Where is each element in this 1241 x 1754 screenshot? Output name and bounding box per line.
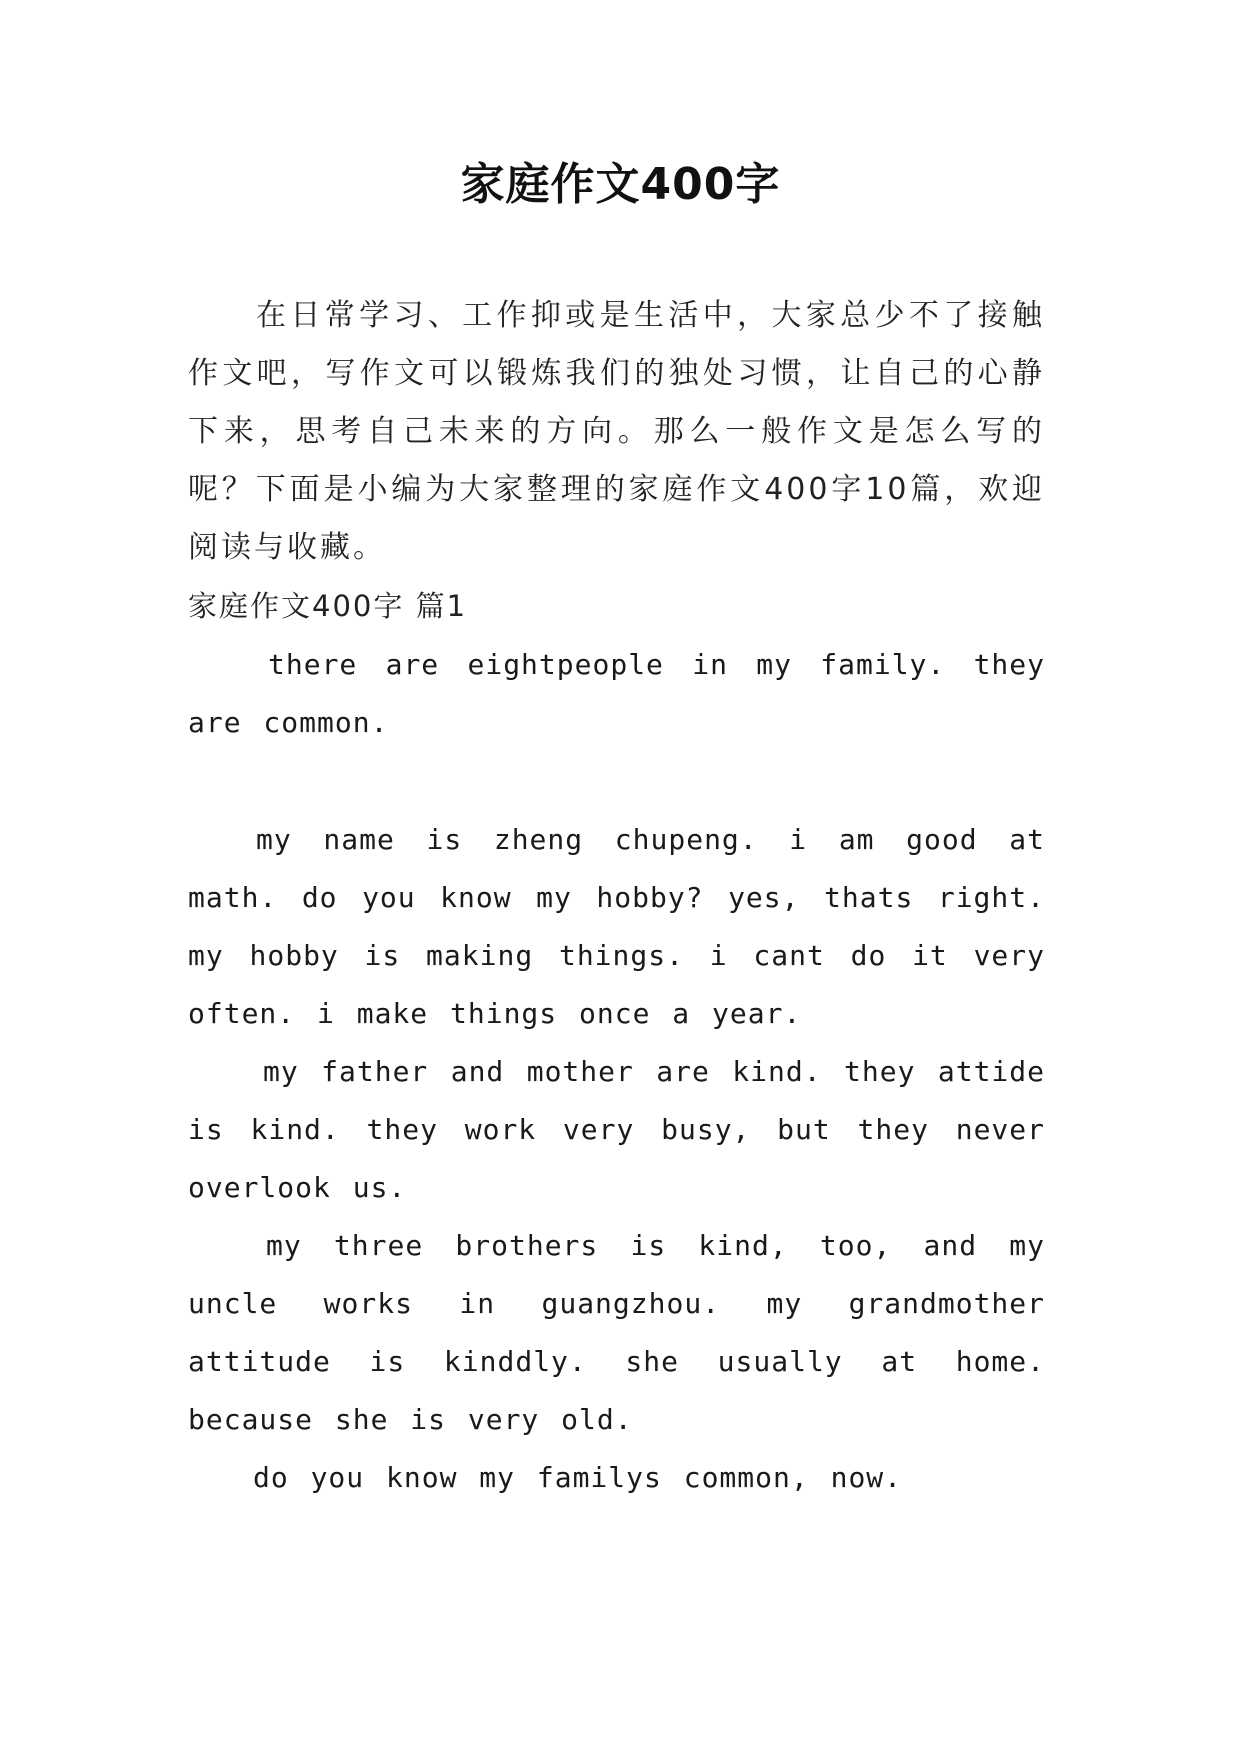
essay-paragraph: my father and mother are kind. they attide is kind. they work very busy, but they never overlook us. <box>188 1055 1045 1204</box>
essay-paragraph: my three brothers is kind, too, and my uncle works in guangzhou. my grandmother attitude is kinddly. she usually at home. because she is very old. <box>188 1229 1045 1436</box>
document-title: 家庭作文400字 <box>460 159 781 210</box>
intro-paragraph: 在日常学习、工作抑或是生活中，大家总少不了接触作文吧，写作文可以锻炼我们的独处习惯，让自己的心静下来，思考自己未来的方向。那么一般作文是怎么写的呢？下面是小编为大家整理的家庭作文400字10篇，欢迎阅读与收藏。 <box>188 298 1045 565</box>
essay-paragraph: there are eightpeople in my family. they are common. <box>188 648 1045 739</box>
essay-paragraph: my name is zheng chupeng. i am good at math. do you know my hobby? yes, thats right. my hobby is making things. i cant do it very often. i make things once a year. <box>188 823 1045 1030</box>
essay-paragraph: do you know my familys common, now. <box>253 1461 903 1494</box>
section-heading: 家庭作文400字 篇1 <box>188 589 468 623</box>
